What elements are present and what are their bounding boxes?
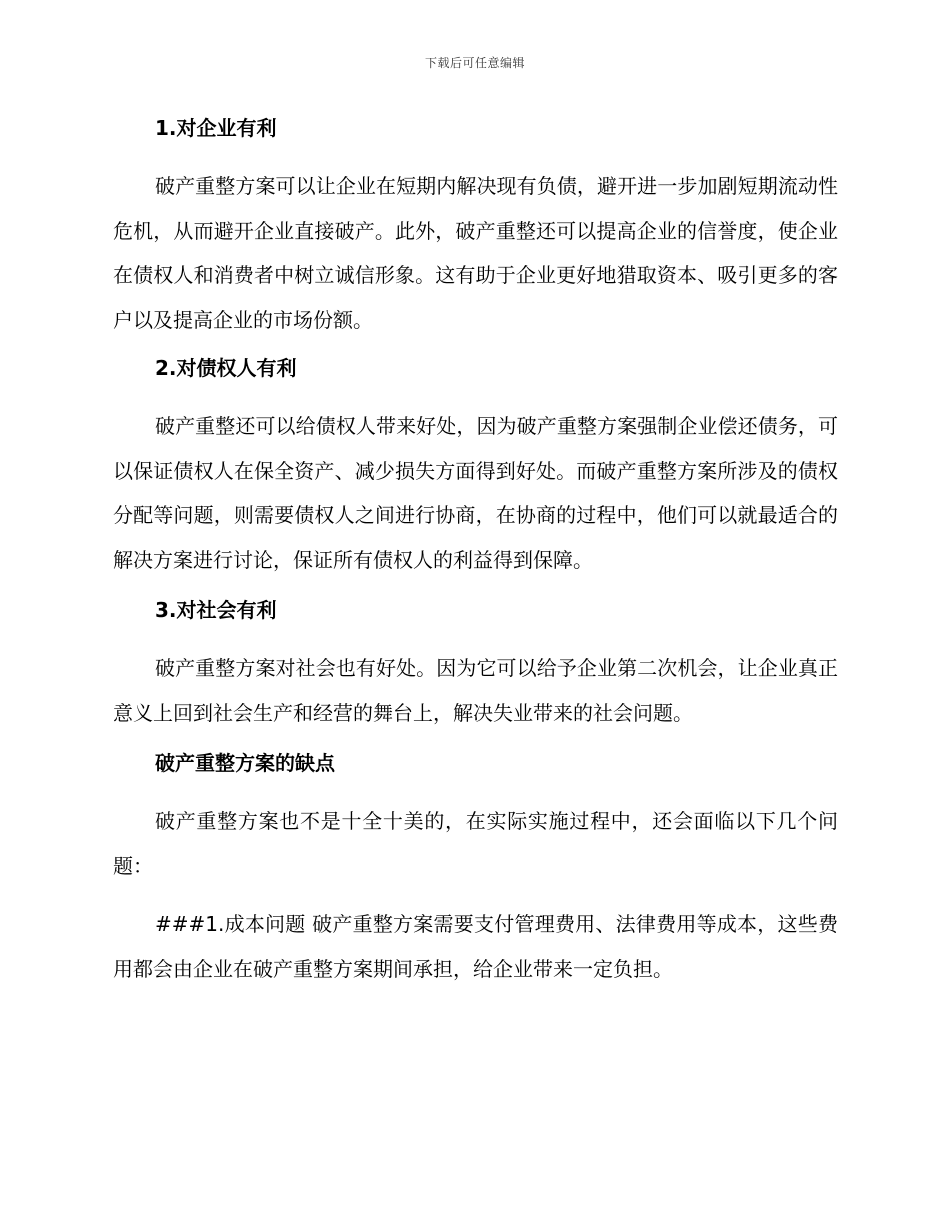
section-heading-drawbacks: 破产重整方案的缺点 <box>155 751 335 775</box>
section-paragraph-2: 破产重整还可以给债权人带来好处，因为破产重整方案强制企业偿还债务，可以保证债权人在保全资产、减少损失方面得到好处。而破产重整方案所涉及的债权分配等问题，则需要债权人之间进行协商，在协商的过程中，他们可以就最适合的解决方案进行讨论，保证所有债权人的利益得到保障。 <box>113 414 838 572</box>
header-note: 下载后可任意编辑 <box>424 56 525 70</box>
section-heading-3: 3.对社会有利 <box>155 598 277 622</box>
section-heading-1: 1.对企业有利 <box>155 116 277 140</box>
document-body <box>113 112 838 991</box>
section-paragraph-drawbacks: 破产重整方案也不是十全十美的，在实际实施过程中，还会面临以下几个问题： <box>113 809 838 878</box>
section-paragraph-3: 破产重整方案对社会也有好处。因为它可以给予企业第二次机会，让企业真正意义上回到社会生产和经营的舞台上，解决失业带来的社会问题。 <box>113 656 838 725</box>
section-heading-2: 2.对债权人有利 <box>155 356 297 380</box>
section-paragraph-1: 破产重整方案可以让企业在短期内解决现有负债，避开进一步加剧短期流动性危机，从而避开企业直接破产。此外，破产重整还可以提高企业的信誉度，使企业在债权人和消费者中树立诚信形象。这有助于企业更好地猎取资本、吸引更多的客户以及提高企业的市场份额。 <box>113 174 838 332</box>
cost-issue-paragraph: ###1.成本问题 破产重整方案需要支付管理费用、法律费用等成本，这些费用都会由企业在破产重整方案期间承担，给企业带来一定负担。 <box>113 912 838 981</box>
